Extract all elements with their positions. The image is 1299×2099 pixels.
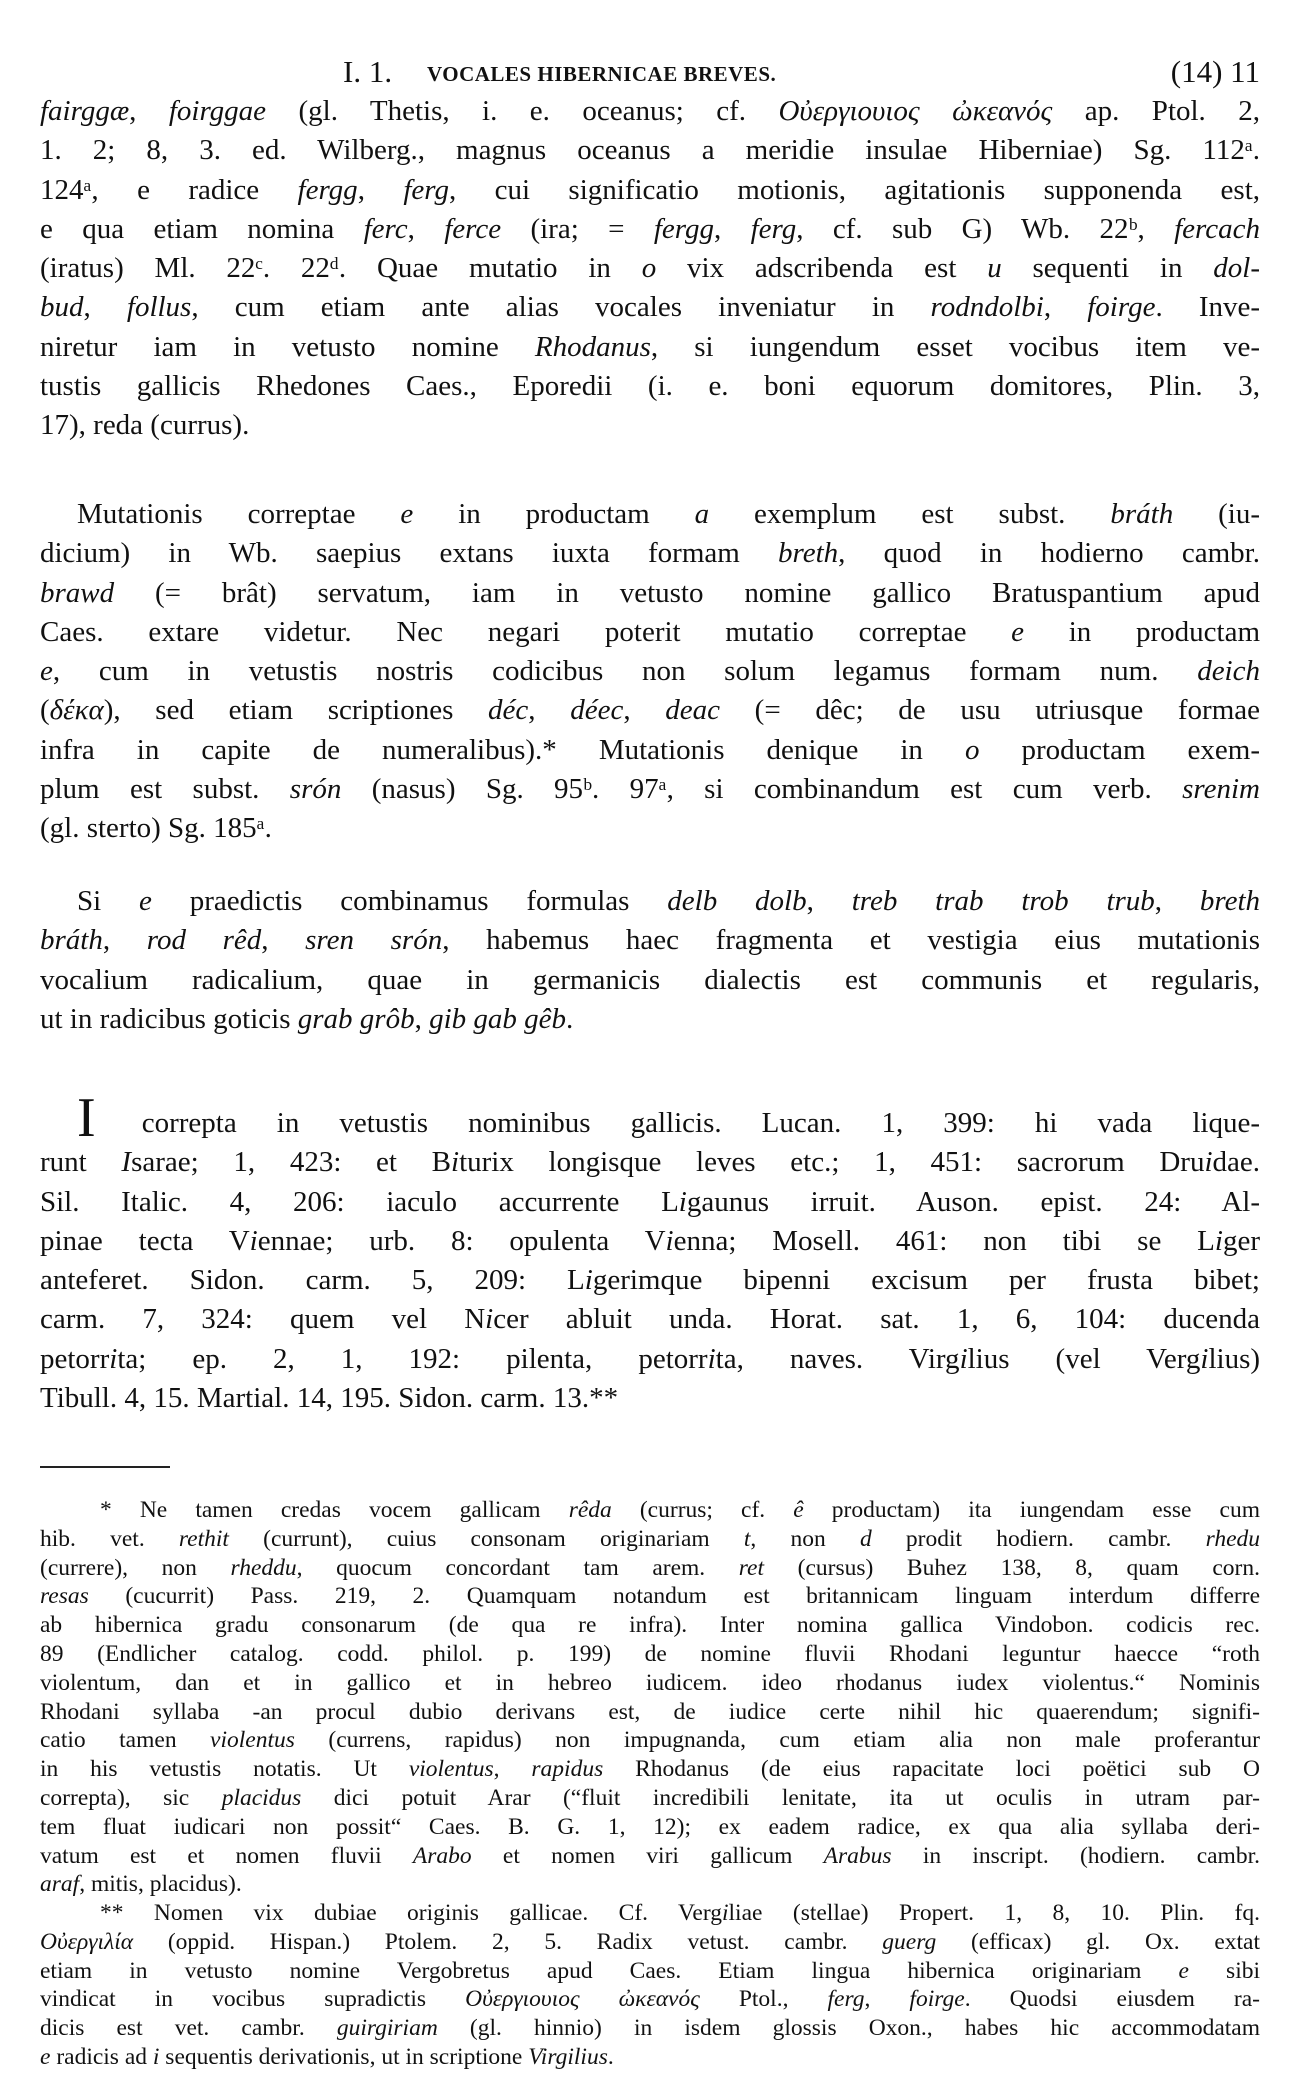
text-segment: , [1043,291,1088,324]
italic-term: i [584,1264,593,1297]
italic-term: violentus [408,1756,494,1783]
text-line [40,288,1260,327]
italic-term: rapidus [531,1756,604,1783]
text-segment: productam) ita iungendam esse cum [803,1497,1260,1523]
text-line [40,1582,1260,1611]
paragraph [40,882,1260,1039]
text-segment: runt [40,1146,122,1179]
initial-letter: I [77,1087,96,1149]
text-segment: in productam [1024,615,1261,648]
text-line [40,1000,1260,1039]
italic-term: e [40,655,53,688]
italic-term: breth [778,537,839,570]
text-segment: , quocum concordant tam arem. [296,1554,739,1581]
text-segment: et nomen viri gallicum [471,1842,824,1869]
italic-term: ferg [750,212,797,245]
text-segment: e qua etiam nomina [40,212,364,245]
text-segment: vocalium radicalium, quae in germanicis dialectis est communis et regularis, [40,963,1260,996]
italic-term: t [743,1525,751,1552]
text-segment: pinae tecta V [40,1224,250,1257]
text-segment: cer abluit unda. Horat. sat. 1, 6, 104: ducenda [493,1303,1260,1336]
paragraph [40,495,1260,849]
italic-term: rhedu [1205,1525,1260,1552]
text-segment: catio tamen [40,1727,211,1754]
text-segment: (currens, rapidus) non impugnanda, cum etiam alia non male proferantur [294,1727,1260,1754]
text-line [40,406,1260,445]
text-line [40,2043,1260,2072]
text-line [40,652,1260,691]
italic-term: deac [665,694,720,727]
paragraph [40,92,1260,446]
italic-term: I [121,1146,132,1179]
italic-term: i [1204,1146,1213,1179]
italic-term: delb dolb [667,885,807,917]
italic-term: srón [289,773,342,806]
text-segment: dicis est vet. cambr. [40,2015,337,2042]
text-segment: etiam in vetusto nomine Vergobretus apud Caes. Etiam lingua hibernica originariam [40,1957,1179,1984]
italic-term: araf [40,1871,80,1898]
text-line [40,1183,1260,1222]
italic-term: violentus [210,1727,295,1754]
text-segment: , [1154,885,1200,917]
text-segment: Rhodani syllaba -an procul dubio derivans est, de iudice certe nihil hic quaerendum; signifi- [40,1698,1260,1725]
text-segment: ( [40,694,50,727]
italic-term: ferg [403,173,449,206]
text-segment: (ira; = [501,212,654,245]
text-segment: , mitis, placidus). [79,1871,242,1898]
italic-term: rheddu [230,1554,297,1581]
text-line [40,1496,1260,1525]
text-segment: . Inve- [1155,291,1261,324]
text-segment: correpta), sic [40,1784,222,1811]
italic-term: i [959,1342,968,1375]
italic-term: rod rêd [146,924,262,957]
italic-term: guirgiriam [336,2015,438,2042]
italic-term: ferg [827,1986,865,2013]
text-segment: , cui significatio motionis, agitationis supponenda est, [448,173,1260,206]
text-line [40,210,1260,249]
italic-term: brawd [40,576,115,609]
text-segment: anteferet. Sidon. carm. 5, 209: L [40,1264,585,1297]
italic-term: i [1200,1342,1209,1375]
text-segment: violentum, dan et in gallico et in hebreo iudicem. ideo rhodanus iudex violentus.“ Nominis [40,1669,1260,1696]
text-segment: lius (vel Verg [967,1342,1201,1375]
text-segment: (currunt), cuius consonam originariam [228,1525,744,1552]
text-line [40,574,1260,613]
text-segment: , [623,694,666,727]
text-segment: niretur iam in vetusto nomine [40,330,535,363]
text-segment: , quod in hodierno cambr. [838,537,1260,570]
italic-term: Rhodanus [534,330,651,363]
text-segment: ta, naves. Virg [715,1342,960,1375]
italic-term: e [1178,1957,1189,1984]
italic-term: resas [40,1583,89,1610]
italic-term: Οὐεργιουιος ὠκεανός [778,95,1053,127]
text-segment: 124ᵃ, e radice [40,173,298,206]
text-segment: enna; Mosell. 461: non tibi se L [673,1224,1215,1257]
italic-term: deich [1197,655,1260,688]
text-segment: vatum est et nomen fluvii [40,1842,413,1869]
italic-term: i [1214,1224,1223,1257]
text-line [40,249,1260,288]
text-segment: , [493,1756,532,1783]
italic-term: guerg [882,1928,937,1955]
text-segment: turix longisque leves etc.; 1, 451: sacrorum Dru [459,1146,1205,1179]
italic-term: i [152,2043,160,2070]
text-line [40,1222,1260,1261]
italic-term: δέκα [49,694,104,727]
text-segment: (= dêc; de usu utriusque formae [720,694,1261,727]
text-segment: vindicat in vocibus supradictis [40,1986,466,2013]
italic-term: fergg [297,173,358,206]
text-segment: carm. 7, 324: quem vel N [40,1303,486,1336]
italic-term: déec [570,694,624,727]
text-segment: (iratus) Ml. 22ᶜ. 22ᵈ. Quae mutatio in [40,252,642,285]
text-segment: lius) [1208,1342,1261,1375]
text-line [40,1379,1260,1418]
italic-term: i [707,1342,716,1375]
text-segment: gaunus irruit. Auson. epist. 24: Al- [686,1185,1260,1218]
text-segment: (cursus) Buhez 138, 8, quam corn. [764,1554,1260,1581]
text-segment: 89 (Endlicher catalog. codd. philol. p. 199) de nomine fluvii Rhodani leguntur haecce “roth [40,1640,1260,1667]
italic-term: foirggae [168,95,267,127]
text-segment: in productam [413,498,695,530]
text-segment: sarae; 1, 423: et B [131,1146,452,1179]
italic-term: grab grôb [297,1002,415,1035]
italic-term: a [694,498,710,530]
text-line [40,2014,1260,2043]
text-segment: , cum etiam ante alias vocales inveniatur in [191,291,931,324]
italic-term: o [641,252,657,285]
italic-term: follus [126,291,192,324]
text-line [40,1957,1260,1986]
text-line [40,1143,1260,1182]
text-segment: (iu- [1173,498,1261,530]
text-segment: Si [77,885,140,917]
text-line [40,961,1260,1000]
text-line [40,1985,1260,2014]
italic-term: bráth [40,924,103,957]
text-segment: ap. Ptol. 2, [1052,95,1260,127]
text-segment: ger [1222,1224,1260,1257]
text-segment: , [83,291,127,324]
text-segment: tustis gallicis Rhedones Caes., Eporedii (i. e. boni equorum domitores, Plin. 3, [40,370,1260,403]
text-line [40,1698,1260,1727]
text-line [40,1870,1260,1899]
text-segment: gerimque bipenni excisum per frusta bibet; [592,1264,1260,1297]
text-segment: (efficax) gl. Ox. extat [936,1928,1260,1955]
italic-term: Arabo [412,1842,472,1869]
text-segment: plum est subst. [40,773,290,806]
italic-term: rethit [178,1525,229,1552]
italic-term: i [678,1185,687,1218]
text-segment: ennae; urb. 8: opulenta V [257,1224,666,1257]
text-segment: (oppid. Hispan.) Ptolem. 2, 5. Radix vetust. cambr. [133,1928,883,1955]
text-segment: , cum in vetustis nostris codicibus non solum legamus formam num. [52,655,1198,688]
text-segment: dicium) in Wb. saepius extans iuxta formam [40,537,779,570]
text-segment: in his vetustis notatis. Ut [40,1756,409,1783]
text-line [40,1755,1260,1784]
footnote [40,1899,1260,2072]
italic-term: i [485,1303,494,1336]
text-segment: , [414,1002,430,1035]
text-segment: Sil. Italic. 4, 206: iaculo accurrente L [40,1185,679,1218]
text-segment: Mutationis correptae [77,498,401,530]
text-line [40,1899,1260,1928]
text-line [40,1300,1260,1339]
text-segment: 17), reda (currus). [40,409,250,442]
page-number: (14) 11 [1170,54,1260,89]
text-segment: , [713,212,751,245]
italic-term: i [249,1224,258,1257]
text-segment: Caes. extare videtur. Nec negari poterit mutatio correptae [40,615,1012,648]
text-line [40,1640,1260,1669]
text-line [40,171,1260,210]
text-line [40,131,1260,170]
text-segment: ta; ep. 2, 1, 192: pilenta, petorr [117,1342,708,1375]
italic-term: o [964,733,980,766]
text-segment: (currere), non [40,1554,231,1581]
text-line [40,1726,1260,1755]
italic-term: d [859,1525,872,1552]
text-line [40,328,1260,367]
text-segment: , [261,924,306,957]
text-segment: , [129,95,169,127]
text-line [40,921,1260,960]
text-segment: prodit hodiern. cambr. [871,1525,1206,1552]
text-segment: Rhodanus (de eius rapacitate loci poëtici sub O [603,1756,1261,1783]
italic-term: i [721,1900,729,1926]
italic-term: fairggæ [40,95,130,127]
text-segment: ), sed etiam scriptiones [103,694,489,727]
italic-term: dol- [1213,252,1261,285]
text-line [40,1669,1260,1698]
italic-term: gib gab gêb [429,1002,567,1035]
footnote [40,1496,1260,1899]
text-segment: correpta in vetustis nominibus gallicis. Lucan. 1, 399: hi vada lique- [101,1107,1260,1139]
text-segment: in inscript. (hodiern. cambr. [891,1842,1260,1869]
italic-term: breth [1199,885,1261,917]
text-segment: (nasus) Sg. 95ᵇ. 97ᵃ, si combinandum est cum verb. [341,773,1183,806]
italic-term: fercach [1174,212,1260,245]
italic-term: ê [793,1497,804,1523]
text-segment: exemplum est subst. [709,498,1111,530]
text-segment: radicis ad [50,2043,153,2070]
italic-term: srenim [1182,773,1260,806]
text-segment: (gl. sterto) Sg. 185ᵃ. [40,812,272,845]
text-segment: , [806,885,852,917]
text-segment: , habemus haec fragmenta et vestigia eius mutationis [442,924,1260,957]
text-segment: dae. [1212,1146,1261,1179]
text-line [40,495,1260,534]
text-segment: infra in capite de numeralibus).* Mutationis denique in [40,733,965,766]
text-segment: tem fluat iudicari non possit“ Caes. B. G. 1, 12); ex eadem radice, ex qua alia syllaba deri- [40,1813,1260,1840]
italic-term: rodndolbi [930,291,1044,324]
text-segment: (gl. hinnio) in isdem glossis Oxon., habes hic accommodatam [437,2015,1260,2042]
text-segment: * Ne tamen credas vocem gallicam [100,1497,569,1523]
section-number: I. 1. [343,54,393,89]
text-segment: (= brât) servatum, iam in vetusto nomine gallico Bratuspantium apud [114,576,1260,609]
text-line [40,1784,1260,1813]
text-line [40,809,1260,848]
text-line [40,1842,1260,1871]
text-line [40,1087,1260,1149]
text-segment: , [528,694,571,727]
italic-term: ferce [444,212,502,245]
italic-term: e [400,498,414,530]
italic-term: ferc [363,212,408,245]
italic-term: placidus [221,1784,302,1811]
text-line [40,1813,1260,1842]
text-line [40,1928,1260,1957]
text-segment: . [566,1002,574,1035]
italic-term: Οὐεργιουιος ὠκεανός [465,1986,700,2013]
text-segment: productam exem- [979,733,1260,766]
text-segment: dici potuit Arar (“fluit incredibili lenitate, ita ut oculis in utram par- [301,1784,1260,1811]
text-segment: , [407,212,445,245]
text-segment: sequenti in [1001,252,1214,285]
text-segment: . Quodsi eiusdem ra- [964,1986,1260,2013]
text-segment: (cucurrit) Pass. 219, 2. Quamquam notandum est britannicam linguam interdum differre [88,1583,1260,1610]
text-line [40,92,1260,131]
text-line [40,882,1260,921]
text-segment: , [102,924,147,957]
italic-term: Οὐεργιλία [40,1928,134,1955]
text-line [40,1525,1260,1554]
text-line [40,613,1260,652]
text-segment: , [357,173,404,206]
text-segment: vix adscribenda est [656,252,988,285]
running-title: VOCALES HIBERNICAE BREVES. [427,62,777,86]
text-segment: (currus; cf. [611,1497,794,1523]
italic-term: Arabus [823,1842,892,1869]
text-segment: hib. vet. [40,1525,179,1552]
text-segment: sequentis derivationis, ut in scriptione [159,2043,529,2070]
italic-term: e [139,885,152,917]
italic-term: bud [40,291,84,324]
italic-term: ret [738,1554,765,1581]
text-segment: , [864,1986,910,2013]
text-segment: praedictis combinamus formulas [151,885,668,917]
text-segment: 1. 2; 8, 3. ed. Wilberg., magnus oceanus a meridie insulae Hiberniae) Sg. 112ᵃ. [40,134,1260,167]
paragraph-i-correpta [40,1087,1261,1418]
italic-term: déc [488,694,529,727]
text-segment: liae (stellae) Propert. 1, 8, 10. Plin. fq. [728,1900,1260,1926]
italic-term: bráth [1110,498,1174,530]
text-segment: , si iungendum esset vocibus item ve- [650,330,1260,363]
italic-term: e [40,2043,51,2070]
text-line [40,1261,1260,1300]
text-segment: petorr [40,1342,110,1375]
text-line [40,691,1260,730]
text-segment: Tibull. 4, 15. Martial. 14, 195. Sidon. carm. 13.** [40,1382,619,1415]
italic-term: Virgilius [528,2043,608,2070]
text-segment: , cf. sub G) Wb. 22ᵇ, [796,212,1175,245]
text-segment: Ptol., [699,1986,828,2013]
italic-term: fergg [653,212,714,245]
italic-term: u [987,252,1002,285]
text-line [40,1554,1260,1583]
italic-term: e [1011,615,1025,648]
text-line [40,367,1260,406]
italic-term: i [109,1342,118,1375]
text-segment: , non [750,1525,860,1552]
text-segment: sibi [1188,1957,1260,1984]
text-line [40,1611,1260,1640]
text-segment: . [607,2043,614,2070]
italic-term: foirge [1087,291,1156,324]
text-segment: ab hibernica gradu consonarum (de qua re infra). Inter nomina gallica Vindobon. codicis rec. [40,1612,1260,1639]
footnote-separator [40,1466,170,1468]
italic-term: rêda [568,1497,612,1523]
text-segment: ut in radicibus goticis [40,1002,298,1035]
italic-term: i [451,1146,460,1179]
text-segment: ** Nomen vix dubiae originis gallicae. Cf. Verg [100,1900,722,1926]
italic-term: i [665,1224,674,1257]
text-line [40,1340,1260,1379]
text-segment: (gl. Thetis, i. e. oceanus; cf. [266,95,779,127]
italic-term: sren srón [305,924,443,957]
text-line [40,770,1260,809]
italic-term: treb trab trob trub [851,885,1155,917]
text-line [40,534,1260,573]
text-line [40,731,1260,770]
italic-term: foirge [909,1986,965,2013]
